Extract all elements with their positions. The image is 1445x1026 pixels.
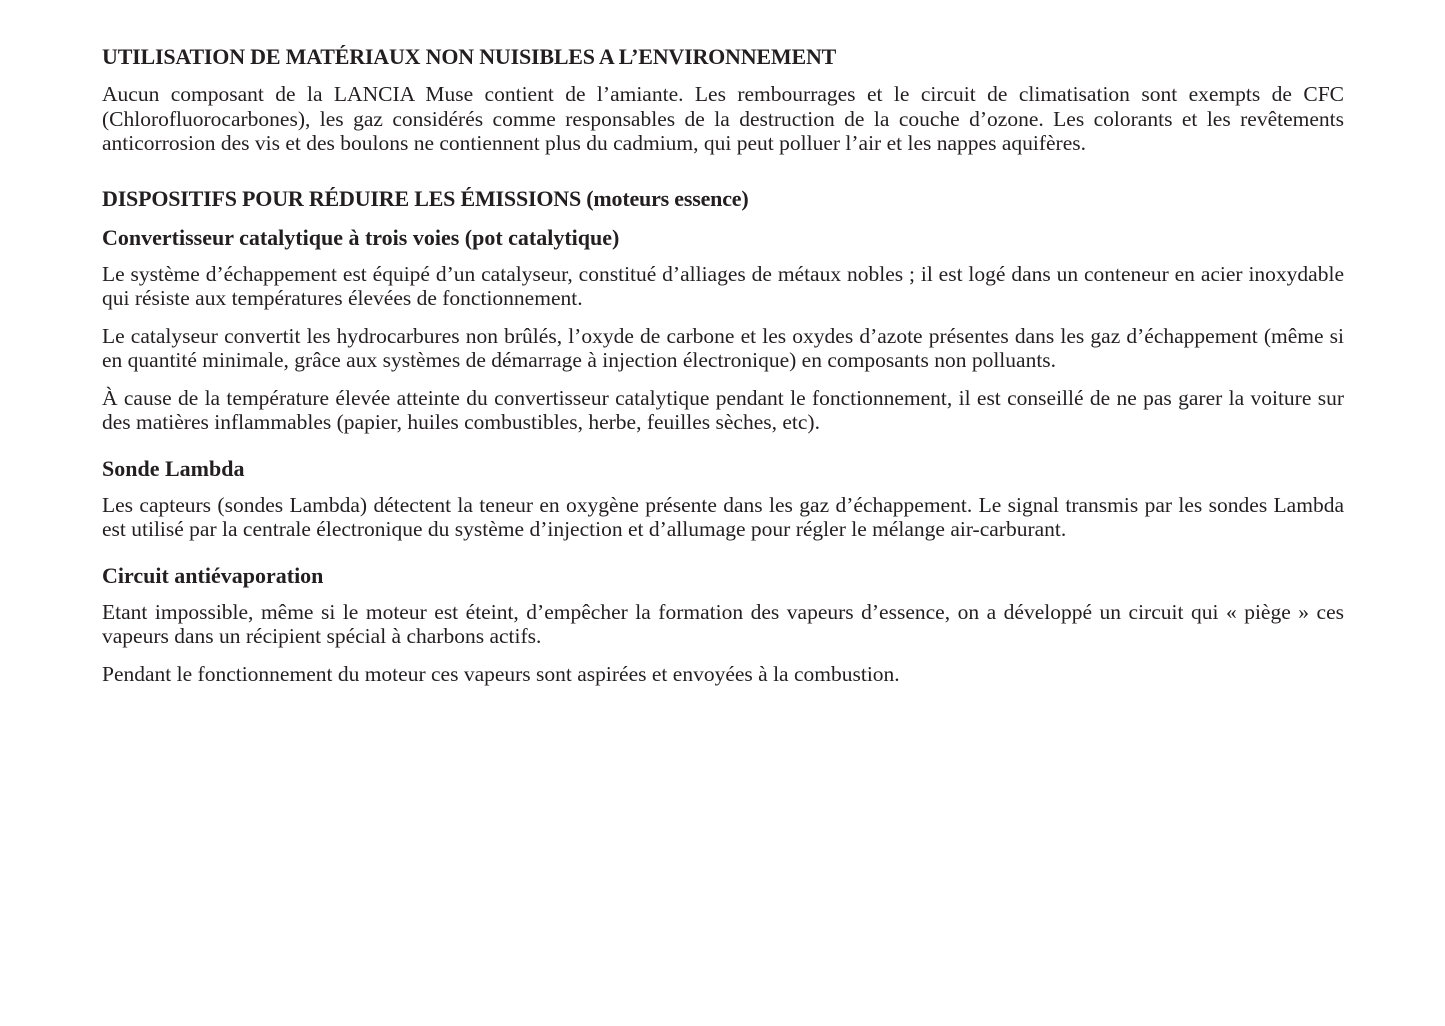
paragraph-evaporation-1: Etant impossible, même si le moteur est éteint, d’empêcher la formation des vapeurs d’essence, on a développé un circuit qui « piège » ces vapeurs dans un récipient spécial à charbons actifs. [102,599,1344,648]
paragraph-catalytic-3: À cause de la température élevée atteinte du convertisseur catalytique pendant le fonctionnement, il est conseillé de ne pas garer la voiture sur des matières inflammables (papier, huiles combustibles, herbe, feuilles sèches, etc). [102,385,1344,434]
paragraph-catalytic-2: Le catalyseur convertit les hydrocarbures non brûlés, l’oxyde de carbone et les oxydes d’azote présentes dans les gaz d’échappement (même si en quantité minimale, grâce aux systèmes de démarrage à injection électronique) en composants non polluants. [102,323,1344,372]
subheading-lambda-probe: Sonde Lambda [102,455,245,481]
subheading-catalytic-converter: Convertisseur catalytique à trois voies (pot catalytique) [102,224,620,250]
document-page [102,42,1344,699]
paragraph-lambda: Les capteurs (sondes Lambda) détectent la teneur en oxygène présente dans les gaz d’échappement. Le signal transmis par les sondes Lambda est utilisé par la centrale électronique du système d’injection et d’allumage pour régler le mélange air-carburant. [102,492,1344,541]
subheading-evaporation-circuit: Circuit antiévaporation [102,562,324,588]
heading-materials: UTILISATION DE MATÉRIAUX NON NUISIBLES A L’ENVIRONNEMENT [102,44,837,69]
heading-emissions-main: DISPOSITIFS POUR RÉDUIRE LES ÉMISSIONS [102,185,581,211]
heading-emissions-suffix: (moteurs essence) [586,185,749,211]
heading-emissions [102,184,1344,214]
paragraph-catalytic-1: Le système d’échappement est équipé d’un catalyseur, constitué d’alliages de métaux nobles ; il est logé dans un conteneur en acier inoxydable qui résiste aux températures élevées de fonctionnement. [102,261,1344,310]
paragraph-materials: Aucun composant de la LANCIA Muse contient de l’amiante. Les rembourrages et le circuit de climatisation sont exempts de CFC (Chlorofluorocarbones), les gaz considérés comme responsables de la destruction de la couche d’ozone. Les colorants et les revêtements anticorrosion des vis et des boulons ne contiennent plus du cadmium, qui peut polluer l’air et les nappes aquifères. [102,82,1344,155]
paragraph-evaporation-2: Pendant le fonctionnement du moteur ces vapeurs sont aspirées et envoyées à la combustion. [102,661,900,686]
